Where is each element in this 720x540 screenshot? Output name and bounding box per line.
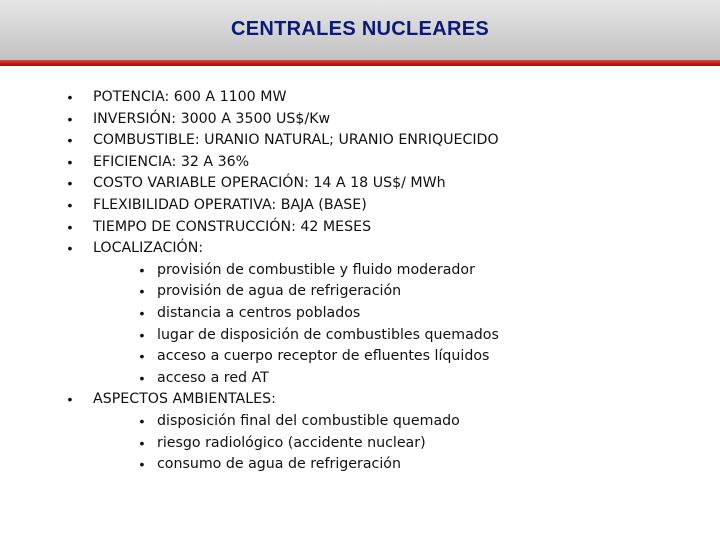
sub-item-text: riesgo radiológico (accidente nuclear): [157, 434, 426, 451]
bullet-icon: •: [67, 110, 73, 127]
list-item: [0, 389, 720, 411]
sub-bullet-icon: •: [139, 412, 145, 429]
sub-list-item: [0, 411, 720, 433]
bullet-icon: •: [67, 218, 73, 235]
list-item: [0, 238, 720, 260]
bullet-list: [0, 87, 720, 476]
list-item: [0, 217, 720, 239]
sub-item-text: disposición final del combustible quemado: [157, 412, 460, 429]
sub-list-item: [0, 368, 720, 390]
sub-item-text: provisión de combustible y fluido moderador: [157, 261, 475, 278]
sub-bullet-icon: •: [139, 369, 145, 386]
item-text: TIEMPO DE CONSTRUCCIÓN: 42 MESES: [93, 218, 372, 235]
sub-item-text: acceso a red AT: [157, 369, 269, 386]
sub-bullet-icon: •: [139, 261, 145, 278]
sub-bullet-icon: •: [139, 348, 145, 365]
sub-item-text: acceso a cuerpo receptor de efluentes líquidos: [157, 348, 490, 365]
list-item: [0, 130, 720, 152]
item-text: FLEXIBILIDAD OPERATIVA: BAJA (BASE): [93, 196, 367, 213]
item-text: COMBUSTIBLE: URANIO NATURAL; URANIO ENRIQUECIDO: [93, 132, 499, 149]
sub-item-text: distancia a centros poblados: [157, 304, 361, 321]
item-text: COSTO VARIABLE OPERACIÓN: 14 A 18 US$/ MWh: [93, 175, 446, 192]
sub-bullet-icon: •: [139, 283, 145, 300]
list-item: [0, 152, 720, 174]
bullet-icon: •: [67, 153, 73, 170]
sub-list-item: [0, 325, 720, 347]
bullet-icon: •: [67, 240, 73, 257]
sub-list-item: [0, 454, 720, 476]
sub-bullet-icon: •: [139, 304, 145, 321]
sub-bullet-icon: •: [139, 434, 145, 451]
sub-list-item: [0, 433, 720, 455]
item-text: EFICIENCIA: 32 A 36%: [93, 153, 250, 170]
sub-item-text: provisión de agua de refrigeración: [157, 283, 402, 300]
item-text: LOCALIZACIÓN:: [93, 240, 204, 257]
list-item: [0, 109, 720, 131]
sub-bullet-icon: •: [139, 456, 145, 473]
list-item: [0, 173, 720, 195]
list-item: [0, 195, 720, 217]
sub-item-text: lugar de disposición de combustibles quemados: [157, 326, 499, 343]
sub-list-item: [0, 346, 720, 368]
sub-list-item: [0, 281, 720, 303]
bullet-icon: •: [67, 196, 73, 213]
sub-list-item: [0, 260, 720, 282]
sub-bullet-icon: •: [139, 326, 145, 343]
bullet-icon: •: [67, 391, 73, 408]
item-text: INVERSIÓN: 3000 A 3500 US$/Kw: [93, 110, 331, 127]
sub-item-text: consumo de agua de refrigeración: [157, 456, 401, 473]
item-text: ASPECTOS AMBIENTALES:: [93, 391, 276, 408]
slide-title: CENTRALES NUCLEARES: [231, 18, 489, 40]
accent-divider: [0, 60, 720, 66]
item-text: POTENCIA: 600 A 1100 MW: [93, 89, 287, 105]
bullet-icon: •: [67, 175, 73, 192]
bullet-icon: •: [67, 132, 73, 149]
list-item: [0, 87, 720, 109]
sub-list-item: [0, 303, 720, 325]
bullet-icon: •: [67, 89, 73, 105]
